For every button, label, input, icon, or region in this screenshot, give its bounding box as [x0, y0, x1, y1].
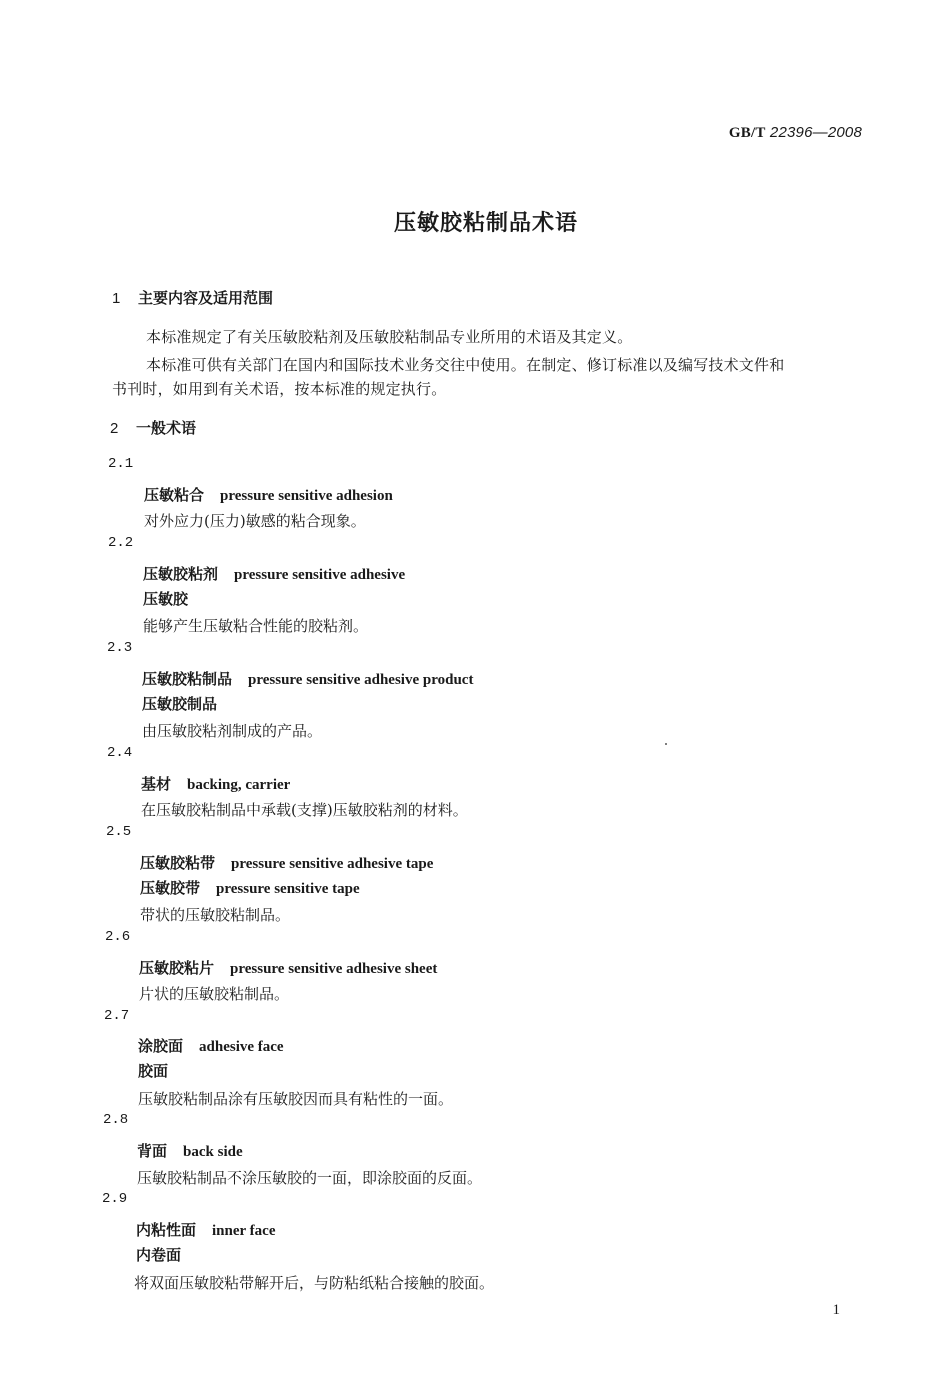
- term-zh: 基材: [141, 775, 172, 793]
- term-en: inner face: [212, 1223, 276, 1239]
- term-number: 2.7: [104, 1008, 130, 1024]
- term-alt-en: pressure sensitive tape: [216, 881, 360, 897]
- term-zh: 压敏粘合: [144, 486, 205, 504]
- term-synonym: [142, 693, 217, 714]
- term-zh: 内粘性面: [136, 1221, 197, 1239]
- term-entry: [140, 852, 433, 873]
- term-synonym: [143, 588, 188, 609]
- term-en: pressure sensitive adhesion: [220, 488, 393, 504]
- scan-speck: [665, 743, 667, 745]
- term-entry: [137, 1140, 243, 1161]
- term-en: pressure sensitive adhesive product: [248, 672, 474, 688]
- term-definition: 压敏胶粘制品不涂压敏胶的一面，即涂胶面的反面。: [137, 1169, 483, 1187]
- term-number: 2.6: [105, 929, 131, 945]
- term-number: 2.2: [108, 535, 134, 551]
- section-title: 一般术语: [136, 419, 197, 437]
- term-definition: 压敏胶粘制品涂有压敏胶因而具有粘性的一面。: [138, 1090, 454, 1108]
- term-entry: [142, 668, 473, 689]
- section-1-paragraph-2: 本标准可供有关部门在国内和国际技术业务交往中使用。在制定、修订标准以及编写技术文件和: [146, 356, 785, 374]
- term-alt-zh: 内卷面: [136, 1246, 182, 1264]
- term-alt-zh: 压敏胶: [143, 590, 189, 608]
- term-number: 2.5: [106, 824, 132, 840]
- term-definition: 由压敏胶粘剂制成的产品。: [142, 722, 323, 740]
- term-number: 2.9: [102, 1191, 128, 1207]
- term-zh: 压敏胶粘制品: [142, 670, 233, 688]
- section-1-paragraph-1: 本标准规定了有关压敏胶粘剂及压敏胶粘制品专业所用的术语及其定义。: [146, 328, 633, 346]
- section-number: 2: [110, 420, 119, 437]
- term-zh: 涂胶面: [138, 1037, 184, 1055]
- term-definition: 带状的压敏胶粘制品。: [140, 906, 291, 924]
- term-synonym: [138, 1060, 168, 1081]
- term-en: backing, carrier: [187, 777, 291, 793]
- term-definition: 将双面压敏胶粘带解开后，与防粘纸粘合接触的胶面。: [134, 1274, 495, 1292]
- page-number: 1: [832, 1302, 840, 1318]
- term-entry: [139, 957, 437, 978]
- section-number: 1: [112, 290, 121, 307]
- term-alt-zh: 压敏胶带: [140, 879, 201, 897]
- term-alt-zh: 压敏胶制品: [142, 695, 218, 713]
- term-zh: 背面: [137, 1142, 168, 1160]
- standard-prefix: GB/T: [728, 125, 766, 141]
- standard-code: [729, 124, 862, 142]
- term-number: 2.3: [107, 640, 133, 656]
- term-en: pressure sensitive adhesive sheet: [230, 961, 438, 977]
- term-zh: 压敏胶粘带: [140, 854, 216, 872]
- term-zh: 压敏胶粘片: [139, 959, 215, 977]
- term-en: back side: [183, 1144, 243, 1160]
- term-entry: [144, 484, 393, 505]
- term-definition: 在压敏胶粘制品中承载(支撑)压敏胶粘剂的材料。: [141, 801, 468, 819]
- term-en: adhesive face: [199, 1039, 284, 1055]
- term-entry: [141, 773, 290, 794]
- section-heading-1: [112, 287, 273, 308]
- term-entry: [136, 1219, 275, 1240]
- term-en: pressure sensitive adhesive tape: [231, 856, 434, 872]
- term-synonym: [140, 877, 360, 898]
- term-entry: [143, 563, 405, 584]
- term-definition: 对外应力(压力)敏感的粘合现象。: [144, 512, 366, 530]
- term-number: 2.4: [107, 745, 133, 761]
- term-entry: [138, 1035, 284, 1056]
- term-alt-zh: 胶面: [138, 1062, 169, 1080]
- term-en: pressure sensitive adhesive: [234, 567, 406, 583]
- term-number: 2.1: [108, 456, 134, 472]
- standard-number: 22396—2008: [769, 124, 862, 141]
- term-definition: 能够产生压敏粘合性能的胶粘剂。: [143, 617, 369, 635]
- section-1-paragraph-3: 书刊时，如用到有关术语，按本标准的规定执行。: [112, 380, 447, 398]
- term-number: 2.8: [103, 1112, 129, 1128]
- section-heading-2: [110, 417, 196, 438]
- term-synonym: [136, 1244, 181, 1265]
- term-zh: 压敏胶粘剂: [143, 565, 219, 583]
- section-title: 主要内容及适用范围: [138, 289, 274, 307]
- term-definition: 片状的压敏胶粘制品。: [139, 985, 290, 1003]
- page-title: 压敏胶粘制品术语: [393, 211, 578, 236]
